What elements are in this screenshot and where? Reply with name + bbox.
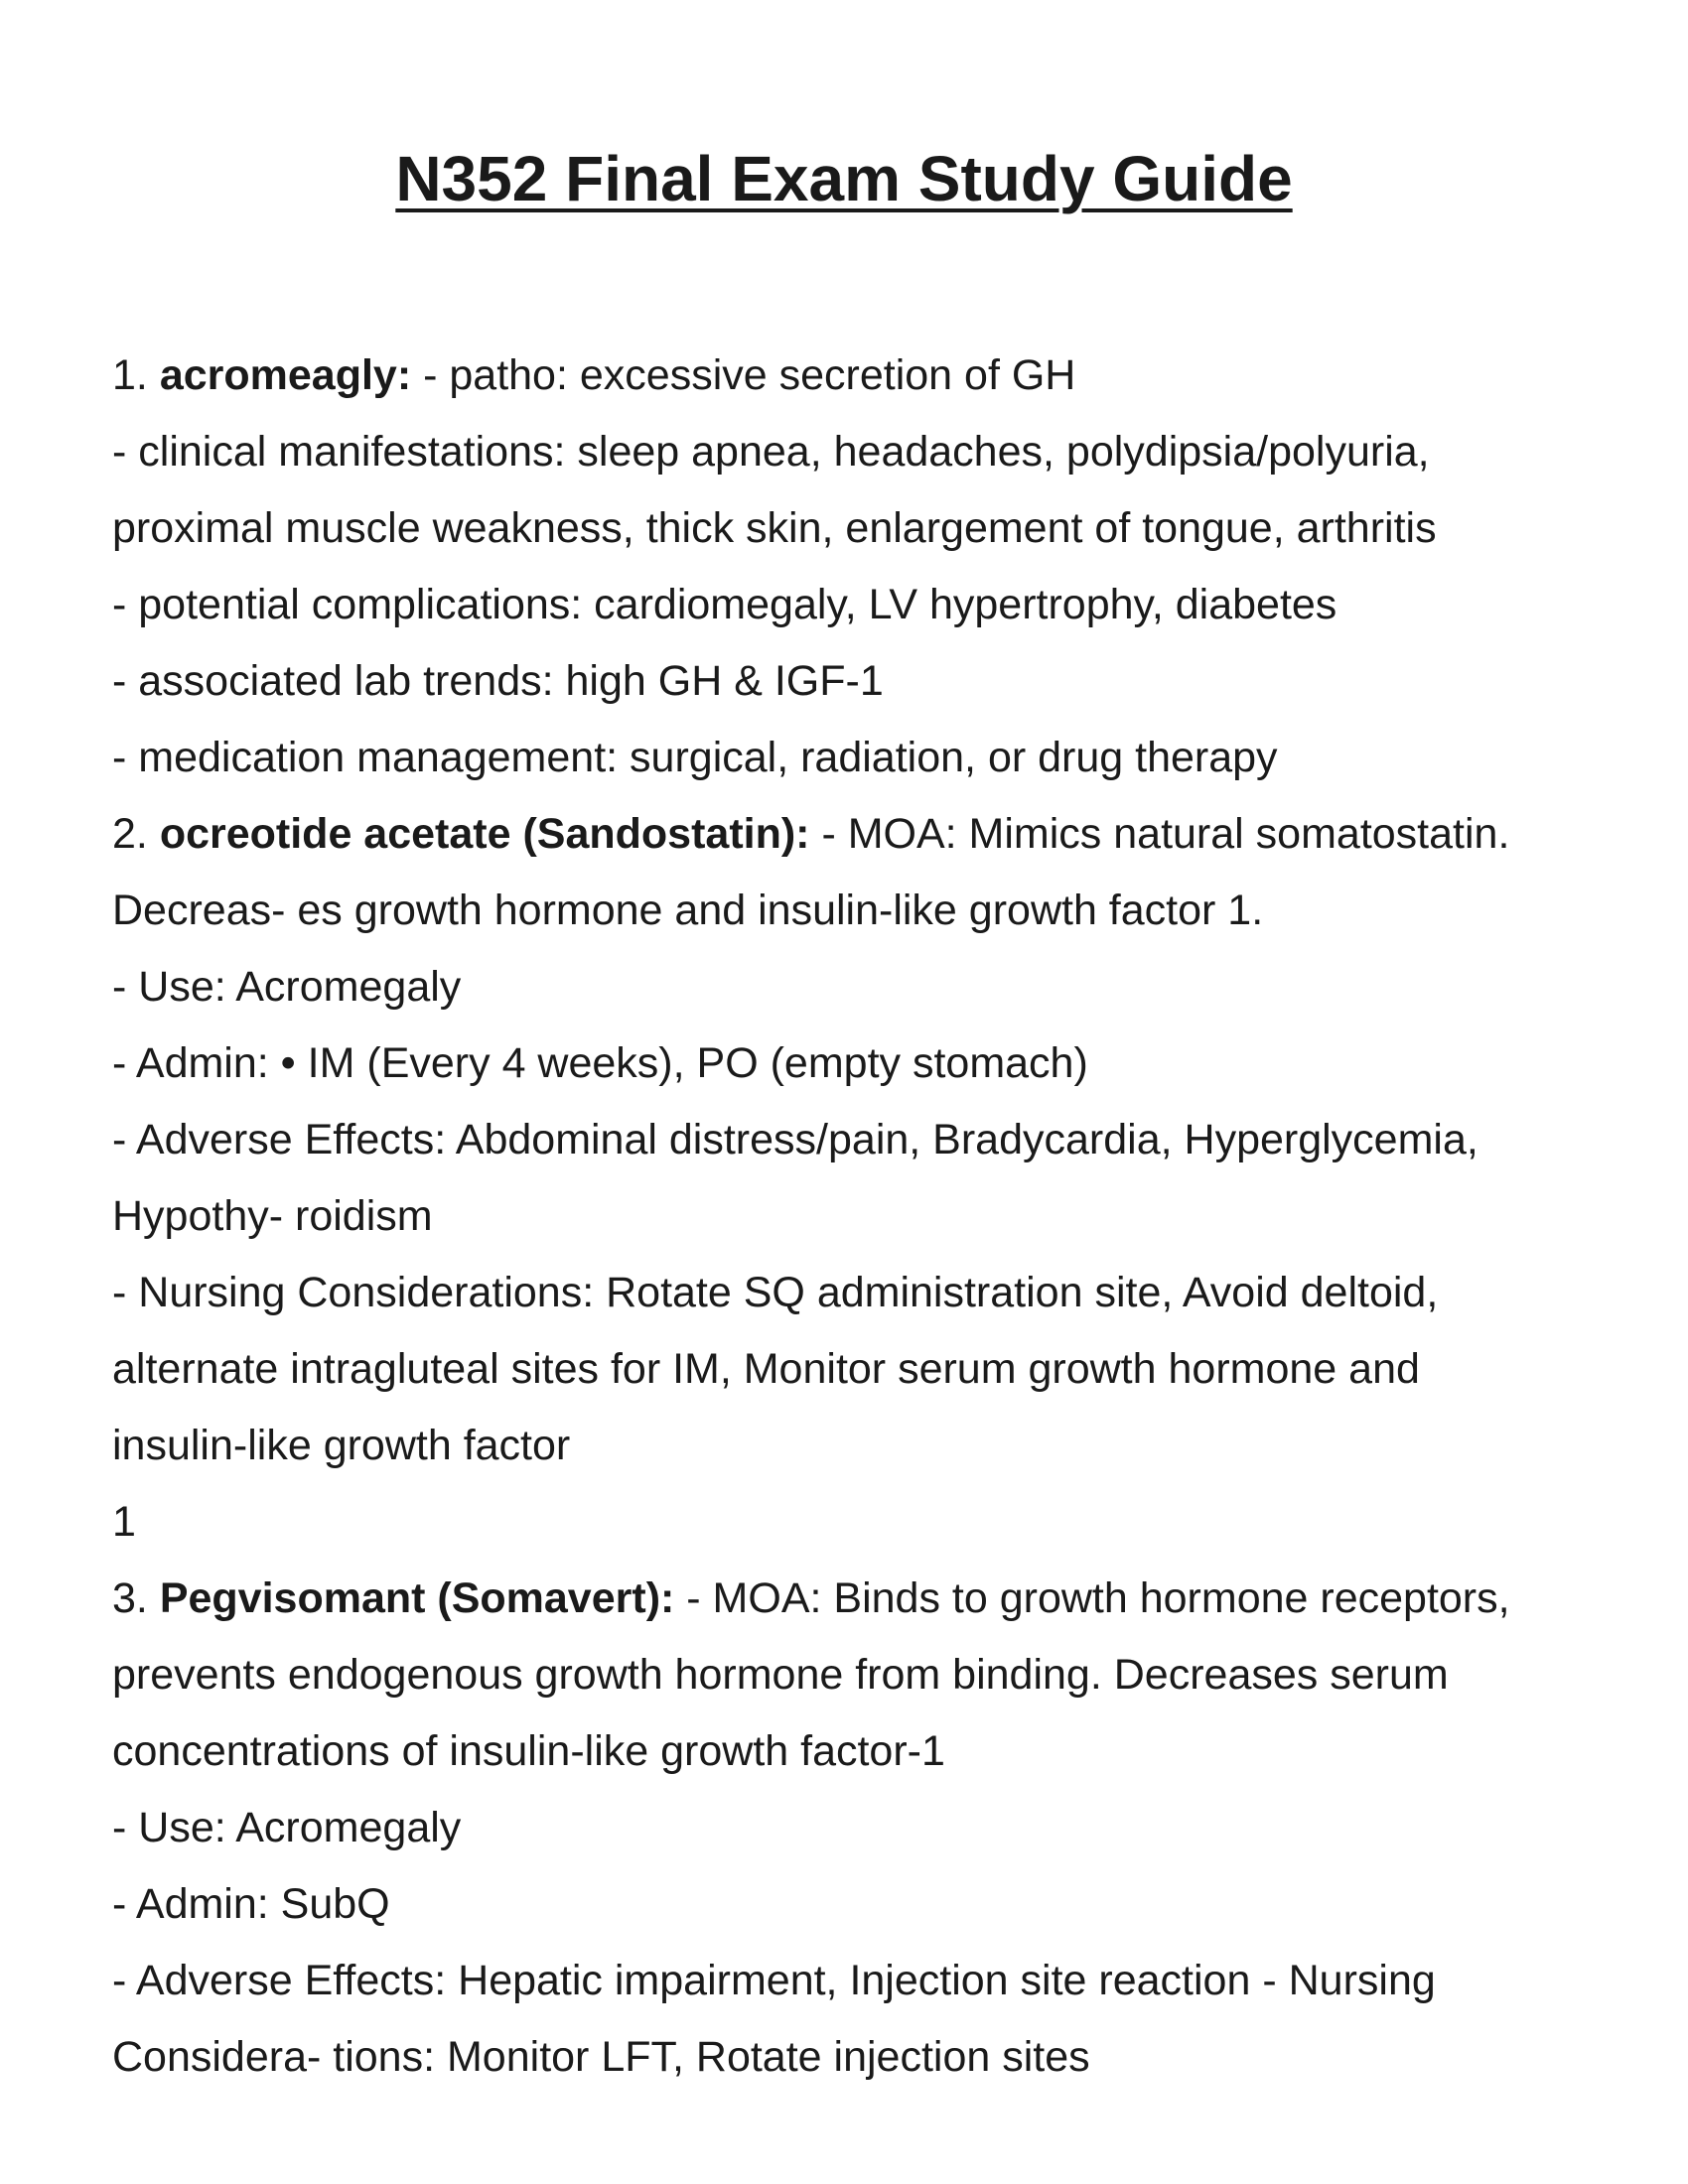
line-prefix: 3. bbox=[112, 1574, 160, 1622]
text-line bbox=[112, 338, 1602, 414]
text-line bbox=[112, 1484, 1602, 1561]
line-text: - associated lab trends: high GH & IGF-1 bbox=[112, 657, 884, 705]
text-line bbox=[112, 1713, 1602, 1790]
line-text: - MOA: Mimics natural somatostatin. bbox=[809, 810, 1510, 858]
text-line bbox=[112, 643, 1602, 720]
line-text: - patho: excessive secretion of GH bbox=[411, 351, 1076, 399]
study-guide-body bbox=[112, 338, 1602, 2096]
text-line bbox=[112, 1866, 1602, 1943]
text-line bbox=[112, 949, 1602, 1025]
line-text: proximal muscle weakness, thick skin, enlargement of tongue, arthritis bbox=[112, 504, 1437, 552]
line-text: - Admin: • IM (Every 4 weeks), PO (empty stomach) bbox=[112, 1039, 1088, 1087]
line-text: 1 bbox=[112, 1498, 136, 1546]
line-text: - clinical manifestations: sleep apnea, headaches, polydipsia/polyuria, bbox=[112, 428, 1430, 476]
text-line bbox=[112, 414, 1602, 490]
line-text: - Use: Acromegaly bbox=[112, 1804, 462, 1851]
text-line bbox=[112, 720, 1602, 796]
line-text: - Admin: SubQ bbox=[112, 1880, 390, 1928]
text-line bbox=[112, 2019, 1602, 2096]
line-text: - Adverse Effects: Hepatic impairment, Injection site reaction - Nursing bbox=[112, 1957, 1436, 2004]
line-text: - medication management: surgical, radiation, or drug therapy bbox=[112, 734, 1278, 781]
text-line bbox=[112, 873, 1602, 949]
term-heading: acromeagly: bbox=[159, 351, 412, 399]
text-line bbox=[112, 1408, 1602, 1484]
text-line bbox=[112, 1331, 1602, 1408]
text-line bbox=[112, 1637, 1602, 1713]
line-text: - MOA: Binds to growth hormone receptors, bbox=[674, 1574, 1510, 1622]
term-heading: Pegvisomant (Somavert): bbox=[159, 1574, 675, 1622]
line-text: Decreas- es growth hormone and insulin-like growth factor 1. bbox=[112, 887, 1264, 934]
text-line bbox=[112, 1790, 1602, 1866]
text-line bbox=[112, 1178, 1602, 1255]
line-text: - potential complications: cardiomegaly, LV hypertrophy, diabetes bbox=[112, 581, 1337, 628]
text-line bbox=[112, 567, 1602, 643]
line-text: Considera- tions: Monitor LFT, Rotate injection sites bbox=[112, 2033, 1090, 2081]
text-line bbox=[112, 1025, 1602, 1102]
line-prefix: 2. bbox=[112, 810, 160, 858]
line-text: - Use: Acromegaly bbox=[112, 963, 462, 1011]
line-text: concentrations of insulin-like growth factor-1 bbox=[112, 1727, 945, 1775]
text-line bbox=[112, 796, 1602, 873]
page-title: N352 Final Exam Study Guide bbox=[395, 143, 1293, 214]
text-line bbox=[112, 1943, 1602, 2019]
line-text: insulin-like growth factor bbox=[112, 1422, 571, 1469]
line-text: prevents endogenous growth hormone from binding. Decreases serum bbox=[112, 1651, 1449, 1699]
line-text: - Adverse Effects: Abdominal distress/pain, Bradycardia, Hyperglycemia, bbox=[112, 1116, 1478, 1163]
text-line bbox=[112, 1561, 1602, 1637]
text-line bbox=[112, 1255, 1602, 1331]
line-text: Hypothy- roidism bbox=[112, 1192, 433, 1240]
text-line bbox=[112, 1102, 1602, 1178]
text-line bbox=[112, 490, 1602, 567]
line-text: alternate intragluteal sites for IM, Monitor serum growth hormone and bbox=[112, 1345, 1420, 1393]
line-text: - Nursing Considerations: Rotate SQ administration site, Avoid deltoid, bbox=[112, 1269, 1439, 1316]
line-prefix: 1. bbox=[112, 351, 160, 399]
term-heading: ocreotide acetate (Sandostatin): bbox=[159, 810, 810, 858]
